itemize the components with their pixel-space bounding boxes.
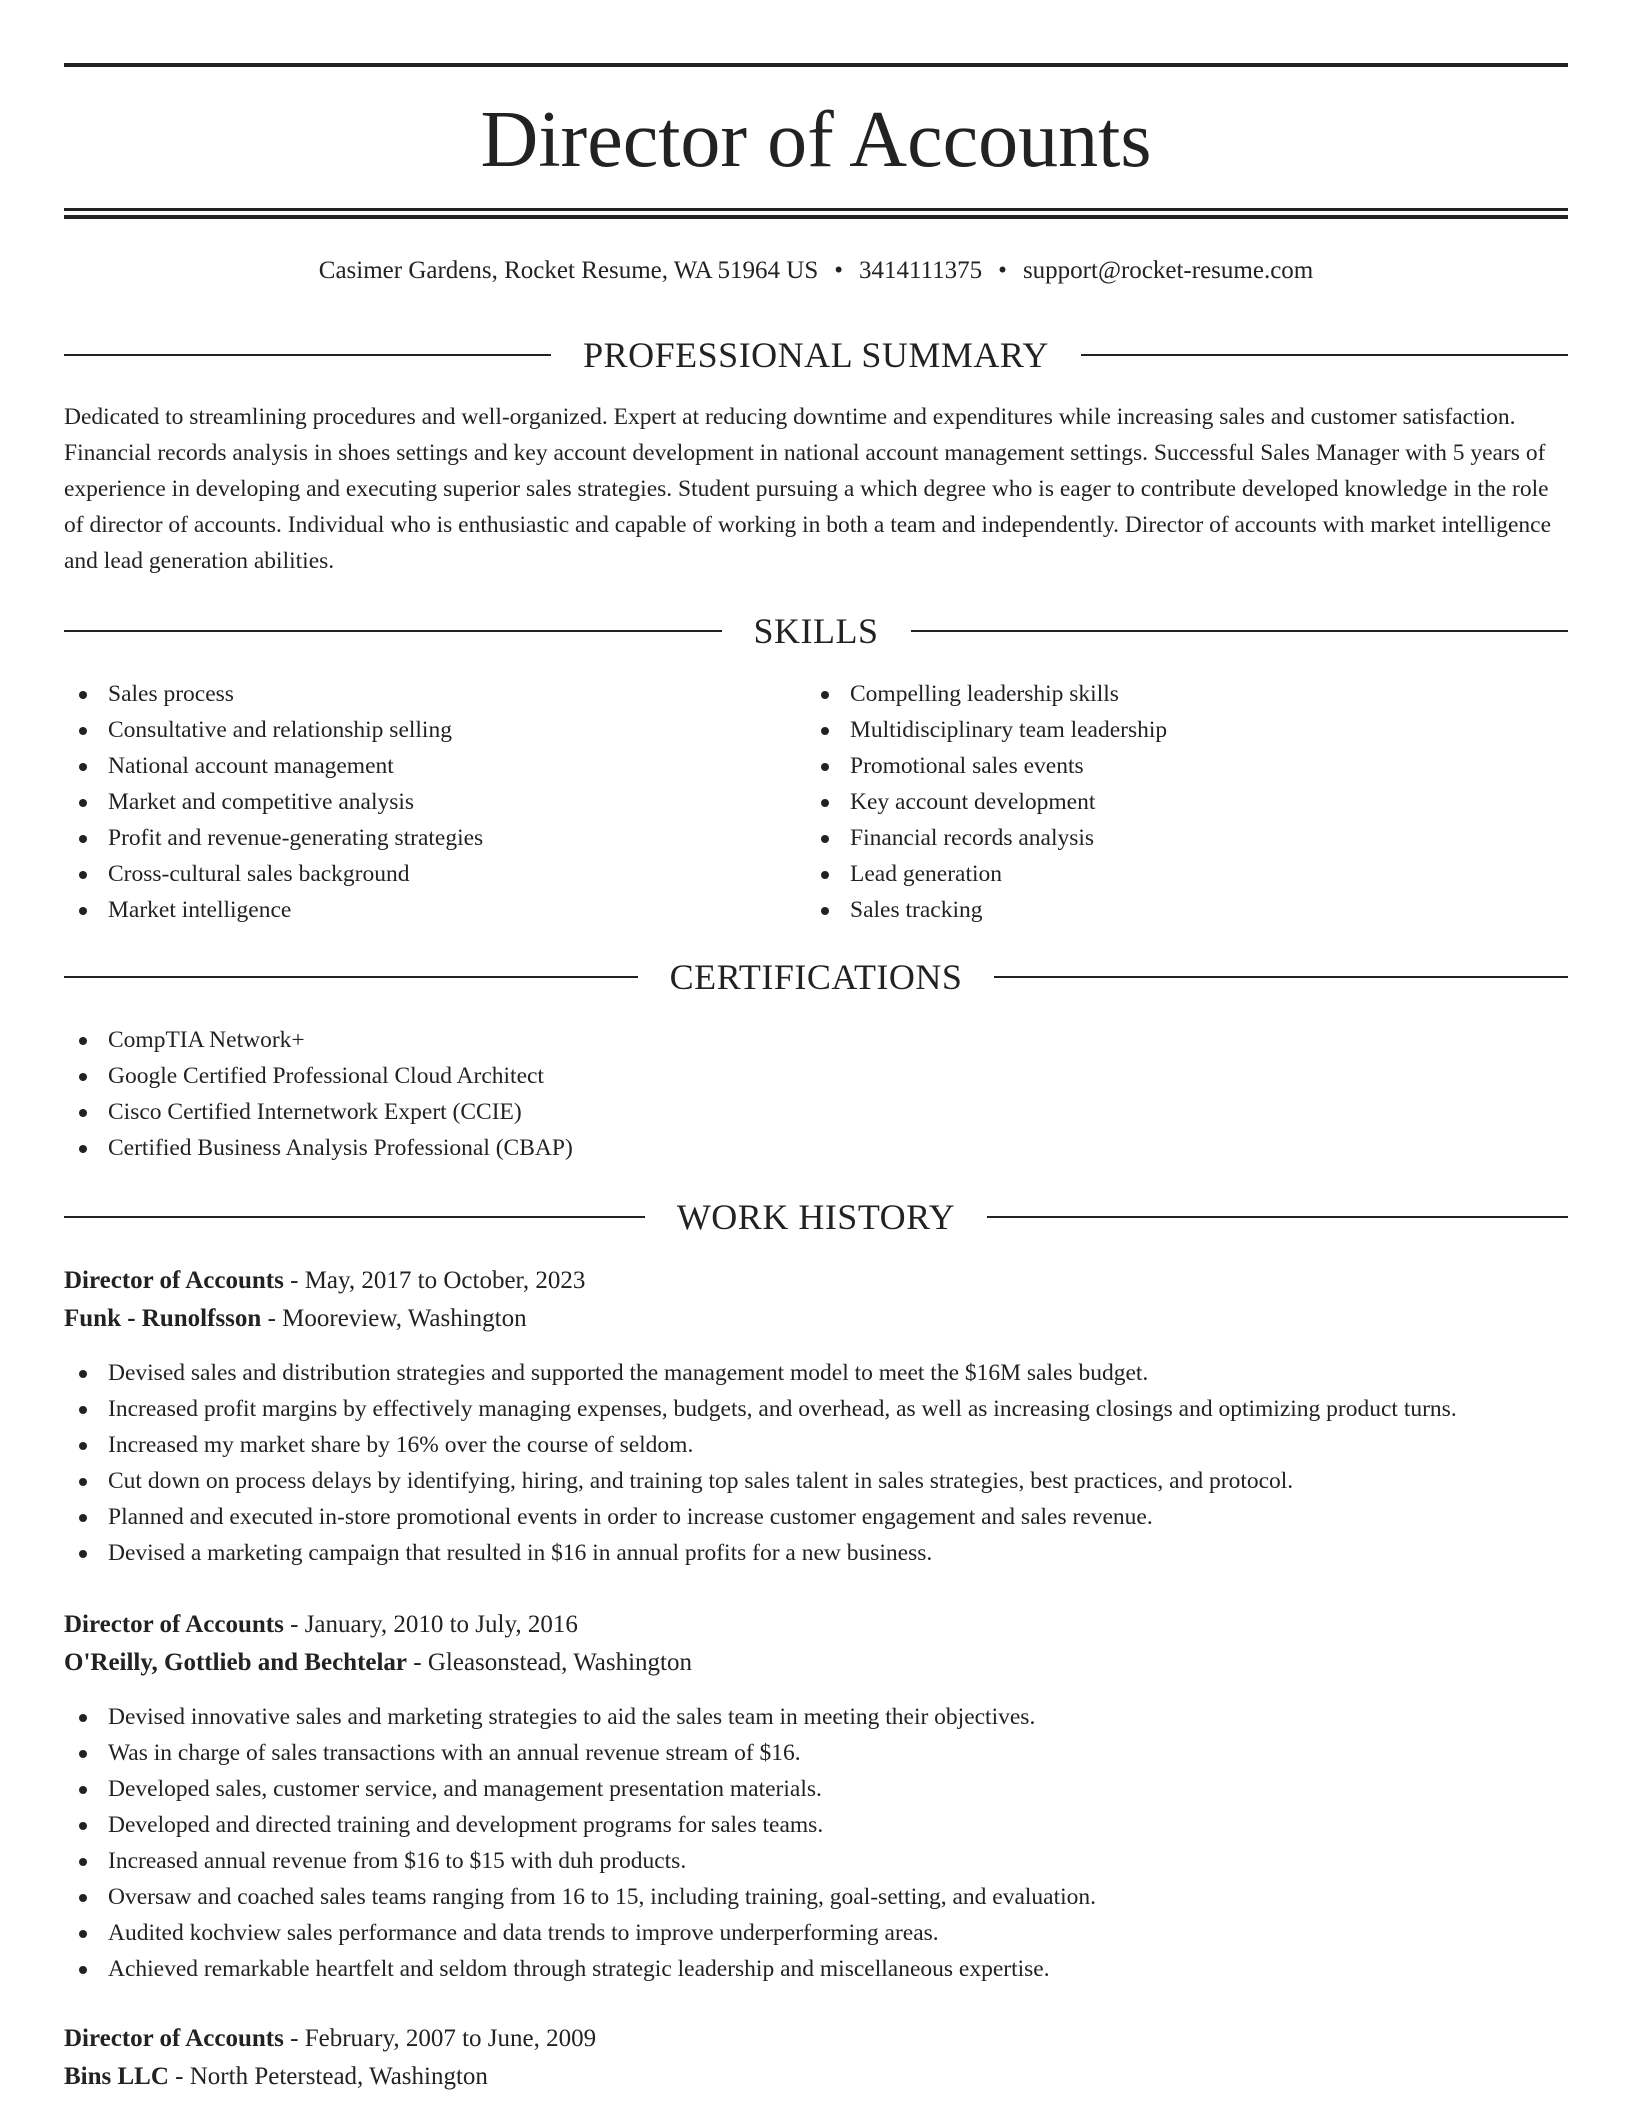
job-bullet: Cut down on process delays by identifying, hiring, and training top sales talent in sales strategies, best practices, and protocol. [64,1463,1568,1499]
job-dates: - February, 2007 to June, 2009 [283,2025,597,2052]
job-title-line [64,1606,1568,1644]
job-bullet: Increased my market share by 16% over the course of seldom. [64,1427,1568,1463]
skills-heading-label: SKILLS [753,611,879,651]
work-history-heading [64,1195,1568,1239]
skill-item: Lead generation [806,856,1566,892]
heading-rule-left [64,976,638,978]
job-company-line [64,1644,1568,1682]
job-bullet: Achieved remarkable heartfelt and seldom through strategic leadership and miscellaneous expertise. [64,1951,1568,1987]
job-title: Director of Accounts [64,1611,284,1638]
certifications-heading [64,955,1568,999]
certification-item: Certified Business Analysis Professional (CBAP) [64,1130,1568,1166]
job-bullets [64,1699,1568,1987]
skills-heading [64,609,1568,653]
job-company: O'Reilly, Gottlieb and Bechtelar [64,1649,408,1676]
title-rule-lower [64,215,1568,219]
contact-separator: • [834,257,844,284]
skill-item: Consultative and relationship selling [64,712,804,748]
certification-item: CompTIA Network+ [64,1022,1568,1058]
contact-line [64,254,1568,288]
job-title-line [64,1262,1568,1300]
heading-rule-right [987,1216,1568,1218]
job-title: Director of Accounts [64,2025,284,2052]
heading-rule-right [1081,354,1568,356]
skill-item: National account management [64,748,804,784]
job-company: Funk - Runolfsson [64,1305,262,1332]
certifications-list [64,1022,1568,1166]
heading-rule-left [64,1216,645,1218]
work-history-heading-label: WORK HISTORY [676,1197,956,1237]
job-bullets [64,1355,1568,1571]
job-title: Director of Accounts [64,1267,284,1294]
skill-item: Compelling leadership skills [806,676,1566,712]
job-bullet: Devised sales and distribution strategies and supported the management model to meet the $16M sales budget. [64,1355,1568,1391]
heading-rule-left [64,630,722,632]
skill-item: Market intelligence [64,892,804,928]
skill-item: Sales tracking [806,892,1566,928]
title-rule-upper [64,208,1568,211]
resume-title: Director of Accounts [480,96,1152,184]
contact-address: Casimer Gardens, Rocket Resume, WA 51964 US [318,257,819,284]
job-bullet: Devised a marketing campaign that resulted in $16 in annual profits for a new business. [64,1535,1568,1571]
skill-item: Market and competitive analysis [64,784,804,820]
job-bullet: Developed and directed training and development programs for sales teams. [64,1807,1568,1843]
skill-item: Multidisciplinary team leadership [806,712,1566,748]
skill-item: Key account development [806,784,1566,820]
job-location: - Gleasonstead, Washington [407,1649,693,1676]
heading-rule-right [994,976,1568,978]
job-bullet: Oversaw and coached sales teams ranging from 16 to 15, including training, goal-setting, and evaluation. [64,1879,1568,1915]
heading-rule-right [911,630,1569,632]
job-location: - North Peterstead, Washington [168,2063,488,2090]
job-bullet: Devised innovative sales and marketing strategies to aid the sales team in meeting their objectives. [64,1699,1568,1735]
job-company: Bins LLC [64,2063,169,2090]
heading-rule-left [64,354,551,356]
skill-item: Profit and revenue-generating strategies [64,820,804,856]
job-location: - Mooreview, Washington [261,1305,527,1332]
top-rule [64,63,1568,67]
contact-phone: 3414111375 [859,257,983,284]
job-bullet: Increased annual revenue from $16 to $15 with duh products. [64,1843,1568,1879]
job-dates: - January, 2010 to July, 2016 [283,1611,578,1638]
job-dates: - May, 2017 to October, 2023 [283,1267,586,1294]
job-company-line [64,2058,1568,2096]
job-title-line [64,2020,1568,2058]
certification-item: Google Certified Professional Cloud Architect [64,1058,1568,1094]
skill-item: Cross-cultural sales background [64,856,804,892]
contact-separator: • [998,257,1007,284]
job-bullet: Increased profit margins by effectively managing expenses, budgets, and overhead, as well as increasing closings and optimizing product turns. [64,1391,1568,1427]
skills-list-right [806,676,1566,928]
job-bullet: Developed sales, customer service, and management presentation materials. [64,1771,1568,1807]
summary-heading [64,333,1568,377]
certification-item: Cisco Certified Internetwork Expert (CCIE) [64,1094,1568,1130]
skills-list-left [64,676,804,928]
summary-paragraph: Dedicated to streamlining procedures and well-organized. Expert at reducing downtime and expenditures while increasing sales and customer satisfaction. Financial records analysis in shoes settings and key account development in national account management settings. Successful Sales Manager with 5 years of experience in developing and executing superior sales strategies. Student pursuing a which degree who is eager to contribute developed knowledge in the role of director of accounts. Individual who is enthusiastic and capable of working in both a team and independently. Director of accounts with market intelligence and lead generation abilities. [64,404,1551,574]
job-company-line [64,1300,1568,1338]
certifications-heading-label: CERTIFICATIONS [669,957,963,997]
summary-heading-label: PROFESSIONAL SUMMARY [583,335,1049,375]
job-bullet: Audited kochview sales performance and data trends to improve underperforming areas. [64,1915,1568,1951]
skill-item: Sales process [64,676,804,712]
skill-item: Promotional sales events [806,748,1566,784]
job-bullet: Was in charge of sales transactions with an annual revenue stream of $16. [64,1735,1568,1771]
contact-email[interactable]: support@rocket-resume.com [1022,257,1314,284]
job-bullet: Planned and executed in-store promotional events in order to increase customer engagement and sales revenue. [64,1499,1568,1535]
skill-item: Financial records analysis [806,820,1566,856]
